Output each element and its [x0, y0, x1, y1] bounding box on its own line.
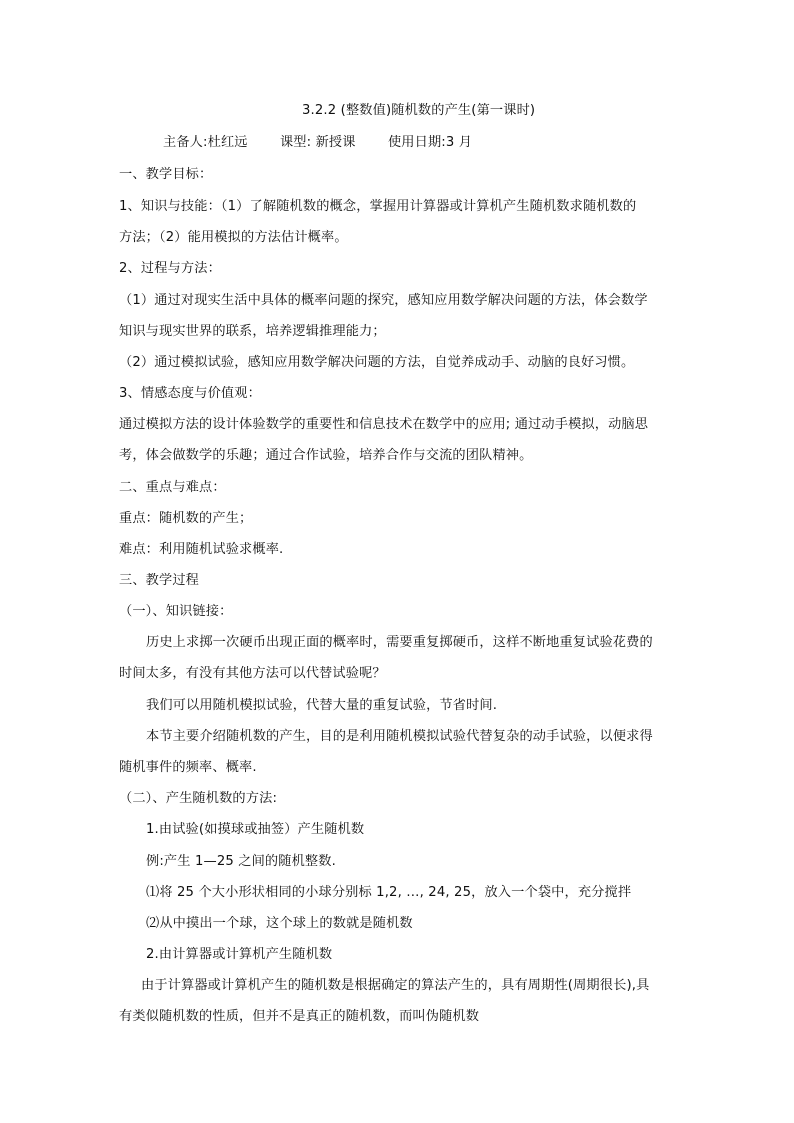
- paragraph-line: 有类似随机数的性质，但并不是真正的随机数，而叫伪随机数: [119, 1009, 480, 1024]
- paragraph-line: 重点：随机数的产生；: [119, 511, 253, 526]
- subsection-heading: 3、情感态度与价值观：: [119, 386, 261, 401]
- method-heading: 1.由试验(如摸球或抽签）产生随机数: [146, 822, 365, 837]
- paragraph-line: 知识与现实世界的联系，培养逻辑推理能力；: [119, 324, 386, 339]
- paragraph-line: 时间太多，有没有其他方法可以代替试验呢？: [119, 666, 386, 681]
- paragraph-line: 考，体会做数学的乐趣；通过合作试验，培养合作与交流的团队精神。: [119, 448, 533, 463]
- paragraph-line: 我们可以用随机模拟试验，代替大量的重复试验，节省时间.: [146, 698, 498, 713]
- paragraph-line: 通过模拟方法的设计体验数学的重要性和信息技术在数学中的应用; 通过动手模拟，动脑思: [119, 417, 649, 432]
- subsection-heading: 2、过程与方法：: [119, 261, 221, 276]
- date-label: 使用日期:3 月: [387, 135, 473, 150]
- section-heading-process: 三、教学过程: [119, 573, 200, 588]
- subsection-heading: （二）、产生随机数的方法:: [119, 791, 278, 806]
- subsection-heading: （一）、知识链接：: [119, 604, 233, 619]
- paragraph-line: 历史上求掷一次硬币出现正面的概率时，需要重复掷硬币，这样不断地重复试验花费的: [146, 635, 653, 650]
- paragraph-line: 随机事件的频率、概率.: [119, 760, 257, 775]
- preparer-label: 主备人:杜红远: [163, 135, 248, 150]
- example-step: ⑴将 25 个大小形状相同的小球分别标 1,2, …, 24, 25，放入一个袋中，充分搅拌: [146, 885, 632, 900]
- example-line: 例:产生 1—25 之间的随机整数.: [146, 854, 336, 869]
- paragraph-line: （1）通过对现实生活中具体的概率问题的探究，感知应用数学解决问题的方法，体会数学: [119, 293, 648, 308]
- paragraph-line: 本节主要介绍随机数的产生，目的是利用随机模拟试验代替复杂的动手试验，以便求得: [146, 729, 653, 744]
- section-heading-objectives: 一、教学目标：: [119, 167, 213, 182]
- method-heading: 2.由计算器或计算机产生随机数: [146, 947, 333, 962]
- paragraph-line: 难点：利用随机试验求概率.: [119, 542, 284, 557]
- paragraph-line: 方法；（2）能用模拟的方法估计概率。: [119, 230, 348, 245]
- document-meta: [163, 134, 472, 152]
- paragraph-line: 1、知识与技能：（1）了解随机数的概念，掌握用计算器或计算机产生随机数求随机数的: [119, 199, 637, 214]
- paragraph-line: 由于计算器或计算机产生的随机数是根据确定的算法产生的，具有周期性(周期很长),具: [141, 978, 650, 993]
- paragraph-line: （2）通过模拟试验，感知应用数学解决问题的方法，自觉养成动手、动脑的良好习惯。: [119, 355, 635, 370]
- lesson-type-label: 课型: 新授课: [279, 135, 356, 150]
- section-heading-key-points: 二、重点与难点：: [119, 480, 226, 495]
- example-step: ⑵从中摸出一个球，这个球上的数就是随机数: [146, 916, 413, 931]
- document-title: 3.2.2 (整数值)随机数的产生(第一课时): [302, 103, 536, 118]
